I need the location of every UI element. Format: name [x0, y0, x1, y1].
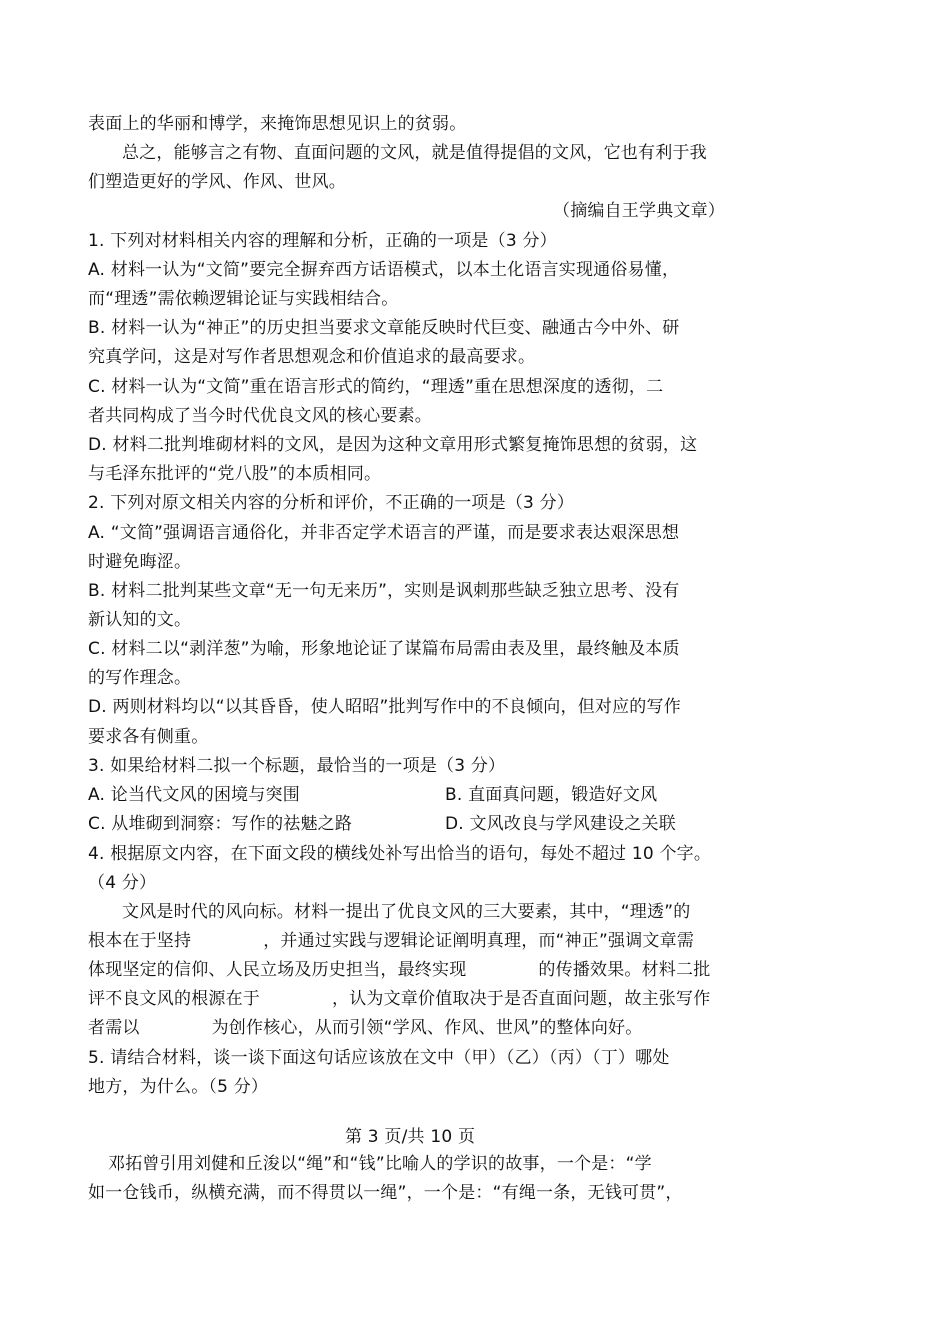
q4-text: 体现坚定的信仰、人民立场及历史担当，最终实现 — [88, 960, 467, 980]
question-1-option-b-cont: 究真学问，这是对写作者思想观念和价值追求的最高要求。 — [88, 347, 536, 367]
text-line: 表面上的华丽和博学，来掩饰思想见识上的贫弱。 — [88, 114, 467, 134]
question-2-option-d-cont: 要求各有侧重。 — [88, 727, 209, 747]
question-3-option-a: A. 论当代文风的困境与突围 — [88, 785, 300, 805]
q4-text: ，并通过实践与逻辑论证阐明真理，而“神正”强调文章需 — [263, 931, 695, 951]
question-1-option-d: D. 材料二批判堆砌材料的文风，是因为这种文章用形式繁复掩饰思想的贫弱，这 — [88, 435, 698, 455]
question-2-option-c: C. 材料二以“剥洋葱”为喻，形象地论证了谋篇布局需由表及里，最终触及本质 — [88, 639, 680, 659]
question-4-paragraph-line — [88, 988, 710, 1010]
question-4-paragraph-line — [88, 930, 694, 952]
text-line: 们塑造更好的学风、作风、世风。 — [88, 172, 346, 192]
question-5-stem-cont: 地方，为什么。（5 分） — [88, 1077, 269, 1097]
q4-text: 根本在于坚持 — [88, 931, 192, 951]
question-2-option-b-cont: 新认知的文。 — [88, 610, 192, 630]
text-line: 总之，能够言之有物、直面问题的文风，就是值得提倡的文风，它也有利于我 — [122, 143, 707, 163]
question-4-paragraph-line — [88, 959, 710, 981]
page-footer: 第 3 页/共 10 页 — [345, 1127, 476, 1147]
source-attribution: （摘编自王学典文章） — [553, 201, 725, 221]
question-4-stem: 4. 根据原文内容，在下面文段的横线处补写出恰当的语句，每处不超过 10 个字。 — [88, 844, 712, 864]
question-3-options-row-1 — [88, 784, 300, 806]
q4-text: 评不良文风的根源在于 — [88, 989, 260, 1009]
text-line: 如一仓钱币，纵横充满，而不得贯以一绳”，一个是：“有绳一条，无钱可贯”， — [88, 1183, 683, 1203]
question-5-stem: 5. 请结合材料，谈一谈下面这句话应该放在文中（甲）（乙）（丙）（丁）哪处 — [88, 1048, 670, 1068]
question-1-option-a-cont: 而“理透”需依赖逻辑论证与实践相结合。 — [88, 289, 399, 309]
question-1-option-d-cont: 与毛泽东批评的“党八股”的本质相同。 — [88, 464, 382, 484]
question-3-option-d: D. 文风改良与学风建设之关联 — [445, 814, 676, 834]
question-2-option-c-cont: 的写作理念。 — [88, 668, 192, 688]
text-line: 邓拓曾引用刘健和丘浚以“绳”和“钱”比喻人的学识的故事，一个是：“学 — [108, 1154, 652, 1174]
question-4-score: （4 分） — [88, 873, 157, 893]
q4-text: ，认为文章价值取决于是否直面问题，故主张写作 — [332, 989, 711, 1009]
question-1-option-c: C. 材料一认为“文简”重在语言形式的简约，“理透”重在思想深度的透彻，二 — [88, 377, 664, 397]
question-1-option-a: A. 材料一认为“文简”要完全摒弃西方话语模式，以本土化语言实现通俗易懂， — [88, 260, 680, 280]
question-1-option-b: B. 材料一认为“神正”的历史担当要求文章能反映时代巨变、融通古今中外、研 — [88, 318, 680, 338]
question-3-stem: 3. 如果给材料二拟一个标题，最恰当的一项是（3 分） — [88, 756, 506, 776]
question-2-stem: 2. 下列对原文相关内容的分析和评价，不正确的一项是（3 分） — [88, 493, 575, 513]
question-4-paragraph-line — [88, 1017, 642, 1039]
question-2-option-d: D. 两则材料均以“以其昏昏，使人昭昭”批判写作中的不良倾向，但对应的写作 — [88, 697, 681, 717]
question-1-option-c-cont: 者共同构成了当今时代优良文风的核心要素。 — [88, 406, 432, 426]
question-2-option-b: B. 材料二批判某些文章“无一句无来历”，实则是讽刺那些缺乏独立思考、没有 — [88, 581, 680, 601]
q4-text: 者需以 — [88, 1018, 140, 1038]
question-3-option-b: B. 直面真问题，锻造好文风 — [445, 785, 658, 805]
q4-text: 的传播效果。材料二批 — [538, 960, 711, 980]
question-2-option-a: A. “文简”强调语言通俗化，并非否定学术语言的严谨，而是要求表达艰深思想 — [88, 523, 680, 543]
q4-text: 为创作核心，从而引领“学风、作风、世风”的整体向好。 — [211, 1018, 643, 1038]
question-1-stem: 1. 下列对材料相关内容的理解和分析，正确的一项是（3 分） — [88, 231, 557, 251]
question-3-option-c: C. 从堆砌到洞察：写作的祛魅之路 — [88, 814, 353, 834]
question-4-paragraph-line: 文风是时代的风向标。材料一提出了优良文风的三大要素，其中，“理透”的 — [122, 902, 691, 922]
question-2-option-a-cont: 时避免晦涩。 — [88, 552, 192, 572]
